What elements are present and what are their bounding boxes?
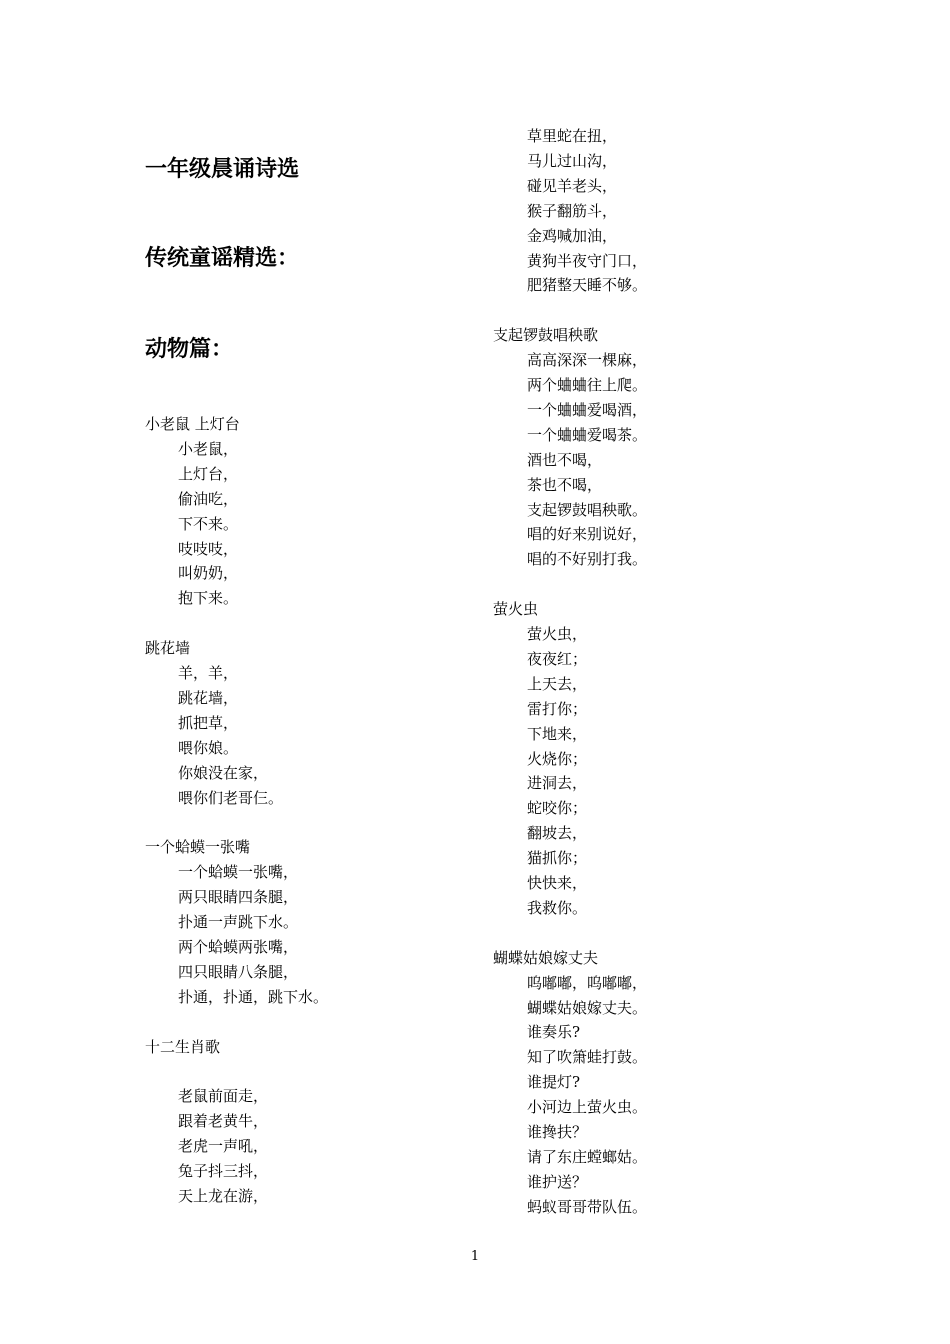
poem-line: 扑通一声跳下水。 bbox=[178, 913, 299, 931]
poem-line: 蛇咬你； bbox=[527, 799, 588, 818]
poem-line: 谁提灯? bbox=[527, 1073, 581, 1092]
poem-line: 翻坡去， bbox=[527, 824, 588, 843]
poem-line: 跳花墙， bbox=[178, 688, 239, 707]
poem-line: 蝴蝶姑娘嫁丈夫。 bbox=[527, 998, 648, 1017]
poem-line: 黄狗半夜守门口， bbox=[527, 251, 648, 270]
poem-line: 呜嘟嘟，呜嘟嘟， bbox=[527, 973, 648, 992]
poem-line: 高高深深一棵麻， bbox=[527, 351, 648, 370]
poem-line: 萤火虫， bbox=[527, 625, 588, 643]
poem-line: 谁护送？ bbox=[527, 1172, 588, 1191]
poem-line: 两个蛐蛐往上爬。 bbox=[527, 376, 648, 394]
poem-line: 四只眼睛八条腿， bbox=[178, 962, 299, 981]
poem-line: 肥猪整天睡不够。 bbox=[527, 276, 648, 295]
poem-line: 抱下来。 bbox=[178, 589, 239, 608]
poem-line: 老鼠前面走， bbox=[178, 1087, 269, 1106]
poem-line: 一个蛐蛐爱喝酒， bbox=[527, 400, 648, 419]
poem-line: 小河边上萤火虫。 bbox=[527, 1098, 648, 1117]
poem-line: 小老鼠， bbox=[178, 439, 239, 458]
poem-line: 草里蛇在扭， bbox=[527, 127, 618, 145]
poem-line: 谁搀扶？ bbox=[527, 1123, 588, 1141]
page-number: 1 bbox=[470, 1249, 480, 1264]
poem-line: 金鸡喊加油， bbox=[527, 226, 618, 245]
poem-line: 老虎一声吼， bbox=[178, 1137, 269, 1156]
poem-line: 叫奶奶， bbox=[178, 564, 239, 583]
poem-line: 喂你娘。 bbox=[178, 738, 239, 757]
poem-line: 碰见羊老头， bbox=[527, 176, 618, 195]
poem-line: 快快来， bbox=[527, 874, 588, 892]
poem-line: 谁奏乐? bbox=[527, 1023, 581, 1042]
poem-line: 天上龙在游， bbox=[178, 1186, 269, 1205]
poem-line: 唱的不好别打我。 bbox=[527, 550, 648, 569]
poem-line: 羊，羊， bbox=[178, 664, 239, 682]
poem-line: 一个蛤蟆一张嘴， bbox=[178, 863, 299, 882]
poem-line: 茶也不喝， bbox=[527, 475, 603, 494]
poem-line: 我救你。 bbox=[527, 898, 588, 917]
poem-line: 唱的好来别说好， bbox=[527, 525, 648, 544]
poem-title: 十二生肖歌 bbox=[145, 1037, 221, 1056]
poem-line: 火烧你； bbox=[527, 749, 588, 768]
document-title: 一年级晨诵诗选 bbox=[145, 157, 300, 182]
poem-line: 进洞去， bbox=[527, 774, 588, 793]
poem-line: 两个蛤蟆两张嘴， bbox=[178, 937, 299, 956]
poem-line: 酒也不喝， bbox=[527, 450, 603, 469]
poem-line: 两只眼睛四条腿， bbox=[178, 888, 299, 907]
poem-line: 夜夜红； bbox=[527, 649, 588, 668]
poem-line: 请了东庄螳螂姑。 bbox=[527, 1147, 648, 1166]
poem-line: 知了吹箫蛙打鼓。 bbox=[527, 1048, 648, 1067]
poem-line: 上天去， bbox=[527, 674, 588, 693]
poem-line: 上灯台， bbox=[178, 464, 239, 483]
section-heading: 传统童谣精选： bbox=[145, 246, 300, 271]
poem-line: 马儿过山沟， bbox=[527, 151, 618, 170]
poem-title: 萤火虫 bbox=[493, 600, 539, 619]
poem-line: 雷打你； bbox=[527, 699, 588, 718]
poem-line: 喂你们老哥仨。 bbox=[178, 788, 284, 807]
poem-line: 猫抓你； bbox=[527, 849, 588, 868]
poem-title: 跳花墙 bbox=[145, 639, 191, 658]
poem-line: 下地来， bbox=[527, 724, 588, 743]
poem-title: 一个蛤蟆一张嘴 bbox=[145, 838, 251, 857]
poem-title: 支起锣鼓唱秧歌 bbox=[493, 326, 599, 345]
poem-title: 小老鼠 上灯台 bbox=[145, 415, 240, 433]
poem-line: 吱吱吱， bbox=[178, 539, 239, 558]
poem-line: 扑通，扑通，跳下水。 bbox=[178, 987, 329, 1006]
category-heading: 动物篇： bbox=[145, 337, 234, 362]
poem-line: 抓把草， bbox=[178, 713, 239, 732]
poem-line: 猴子翻筋斗， bbox=[527, 201, 618, 220]
poem-title: 蝴蝶姑娘嫁丈夫 bbox=[493, 948, 599, 967]
poem-line: 支起锣鼓唱秧歌。 bbox=[527, 500, 648, 519]
poem-line: 你娘没在家， bbox=[178, 763, 269, 782]
poem-line: 兔子抖三抖， bbox=[178, 1162, 269, 1180]
poem-line: 一个蛐蛐爱喝茶。 bbox=[527, 425, 648, 444]
poem-line: 蚂蚁哥哥带队伍。 bbox=[527, 1197, 648, 1216]
poem-line: 跟着老黄牛， bbox=[178, 1112, 269, 1131]
poem-line: 下不来。 bbox=[178, 514, 239, 533]
poem-line: 偷油吃， bbox=[178, 489, 239, 508]
